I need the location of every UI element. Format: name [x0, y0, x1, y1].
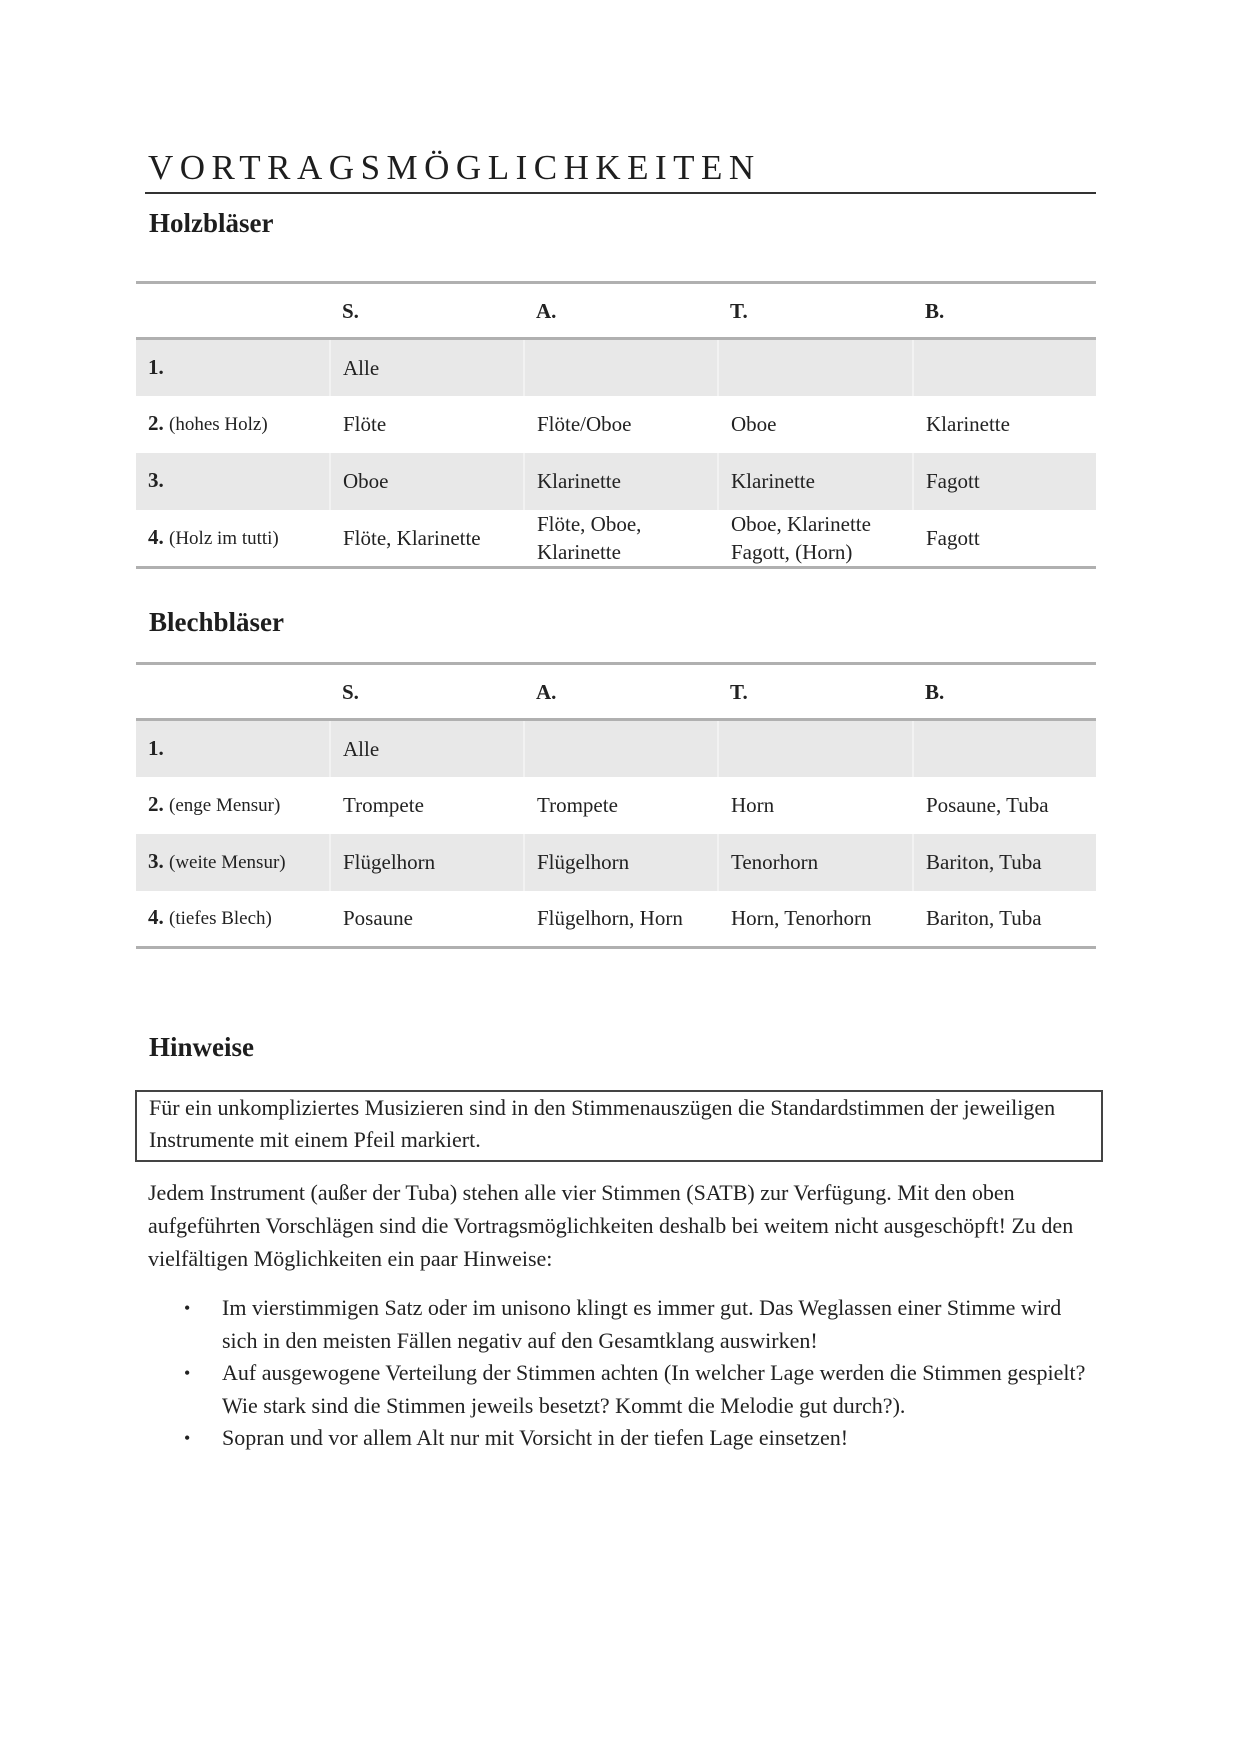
cell-tenor: Tenorhorn	[718, 834, 913, 891]
tips-list	[148, 1292, 1088, 1455]
bullet-icon: •	[184, 1363, 191, 1383]
row-label	[136, 396, 330, 453]
row-subtitle: (Holz im tutti)	[169, 527, 279, 549]
cell-tenor: Horn	[718, 777, 913, 834]
cell-tenor: Oboe, Klarinette Fagott, (Horn)	[718, 510, 913, 568]
cell-alto: Trompete	[524, 777, 718, 834]
cell-alto: Flügelhorn	[524, 834, 718, 891]
title-divider	[145, 192, 1096, 194]
column-header-tenor: T.	[718, 283, 913, 339]
row-label	[136, 339, 330, 396]
list-item	[148, 1292, 1088, 1357]
cell-soprano: Alle	[330, 339, 524, 396]
row-number: 3.	[148, 468, 164, 492]
table-row	[136, 396, 1096, 453]
cell-alto: Klarinette	[524, 453, 718, 510]
row-number: 1.	[148, 735, 164, 760]
cell-bass: Fagott	[913, 453, 1096, 510]
list-item	[148, 1422, 1088, 1455]
cell-bass: Bariton, Tuba	[913, 891, 1096, 948]
table-row	[136, 720, 1096, 777]
cell-bass	[913, 720, 1096, 777]
cell-tenor	[718, 339, 913, 396]
cell-soprano: Oboe	[330, 453, 524, 510]
cell-tenor: Klarinette	[718, 453, 913, 510]
tip-text: Im vierstimmigen Satz oder im unisono klingt es immer gut. Das Weglassen einer Stimme wird sich in den meisten Fällen negativ auf den Gesamtklang auswirken!	[222, 1295, 1062, 1353]
cell-alto	[524, 720, 718, 777]
row-subtitle: (enge Mensur)	[169, 795, 281, 816]
cell-alto: Flügelhorn, Horn	[524, 891, 718, 948]
column-header-soprano: S.	[330, 664, 524, 720]
row-subtitle: (tiefes Blech)	[169, 908, 272, 930]
cell-alto	[524, 339, 718, 396]
cell-bass: Klarinette	[913, 396, 1096, 453]
column-header-alto: A.	[524, 664, 718, 720]
cell-bass: Posaune, Tuba	[913, 777, 1096, 834]
column-header-soprano: S.	[330, 283, 524, 339]
cell-bass: Fagott	[913, 510, 1096, 568]
brass-table	[136, 662, 1096, 949]
row-subtitle: (weite Mensur)	[169, 852, 286, 873]
page-title: VORTRAGSMÖGLICHKEITEN	[148, 148, 761, 187]
notes-heading: Hinweise	[149, 1032, 254, 1062]
table-header-row	[136, 664, 1096, 720]
table-row	[136, 891, 1096, 948]
tip-text: Auf ausgewogene Verteilung der Stimmen achten (In welcher Lage werden die Stimmen gespielt? Wie stark sind die Stimmen jeweils besetzt? Kommt die Melodie gut durch?).	[222, 1360, 1086, 1418]
row-label	[136, 453, 330, 510]
column-header-bass: B.	[913, 664, 1096, 720]
table-header-row	[136, 283, 1096, 339]
cell-soprano: Flügelhorn	[330, 834, 524, 891]
tip-text: Sopran und vor allem Alt nur mit Vorsicht in der tiefen Lage einsetzen!	[222, 1425, 849, 1450]
row-number: 1.	[148, 354, 164, 379]
list-item	[148, 1357, 1088, 1422]
row-label	[136, 891, 330, 948]
column-header-label	[136, 664, 330, 720]
cell-soprano: Posaune	[330, 891, 524, 948]
table-row	[136, 453, 1096, 510]
row-label	[136, 510, 330, 568]
column-header-bass: B.	[913, 283, 1096, 339]
row-number: 2.	[148, 792, 164, 816]
cell-soprano: Trompete	[330, 777, 524, 834]
woodwinds-heading: Holzbläser	[149, 208, 274, 238]
row-label	[136, 777, 330, 834]
row-number: 4.	[148, 905, 164, 930]
woodwinds-table	[136, 281, 1096, 569]
column-header-tenor: T.	[718, 664, 913, 720]
cell-soprano: Flöte	[330, 396, 524, 453]
bullet-icon: •	[184, 1428, 191, 1448]
brass-heading: Blechbläser	[149, 607, 284, 637]
bullet-icon: •	[184, 1298, 191, 1318]
column-header-alto: A.	[524, 283, 718, 339]
row-number: 2.	[148, 411, 164, 435]
standard-parts-callout: Für ein unkompliziertes Musizieren sind in den Stimmenauszügen die Standardstimmen der jeweiligen Instrumente mit einem Pfeil markiert.	[135, 1090, 1103, 1162]
table-row	[136, 834, 1096, 891]
cell-tenor: Oboe	[718, 396, 913, 453]
row-number: 3.	[148, 849, 164, 873]
cell-alto: Flöte, Oboe, Klarinette	[524, 510, 718, 568]
row-subtitle: (hohes Holz)	[169, 414, 268, 435]
cell-alto: Flöte/Oboe	[524, 396, 718, 453]
cell-soprano: Flöte, Klarinette	[330, 510, 524, 568]
table-row	[136, 339, 1096, 396]
cell-tenor: Horn, Tenorhorn	[718, 891, 913, 948]
notes-paragraph: Jedem Instrument (außer der Tuba) stehen alle vier Stimmen (SATB) zur Verfügung. Mit den oben aufgeführten Vorschlägen sind die Vortragsmöglichkeiten deshalb bei weitem nicht ausgeschöpft! Zu den vielfältigen Möglichkeiten ein paar Hinweise:	[148, 1180, 1074, 1271]
cell-soprano: Alle	[330, 720, 524, 777]
row-label	[136, 720, 330, 777]
cell-tenor	[718, 720, 913, 777]
row-label	[136, 834, 330, 891]
cell-bass: Bariton, Tuba	[913, 834, 1096, 891]
column-header-label	[136, 283, 330, 339]
row-number: 4.	[148, 524, 164, 549]
table-row	[136, 777, 1096, 834]
cell-bass	[913, 339, 1096, 396]
table-row	[136, 510, 1096, 568]
